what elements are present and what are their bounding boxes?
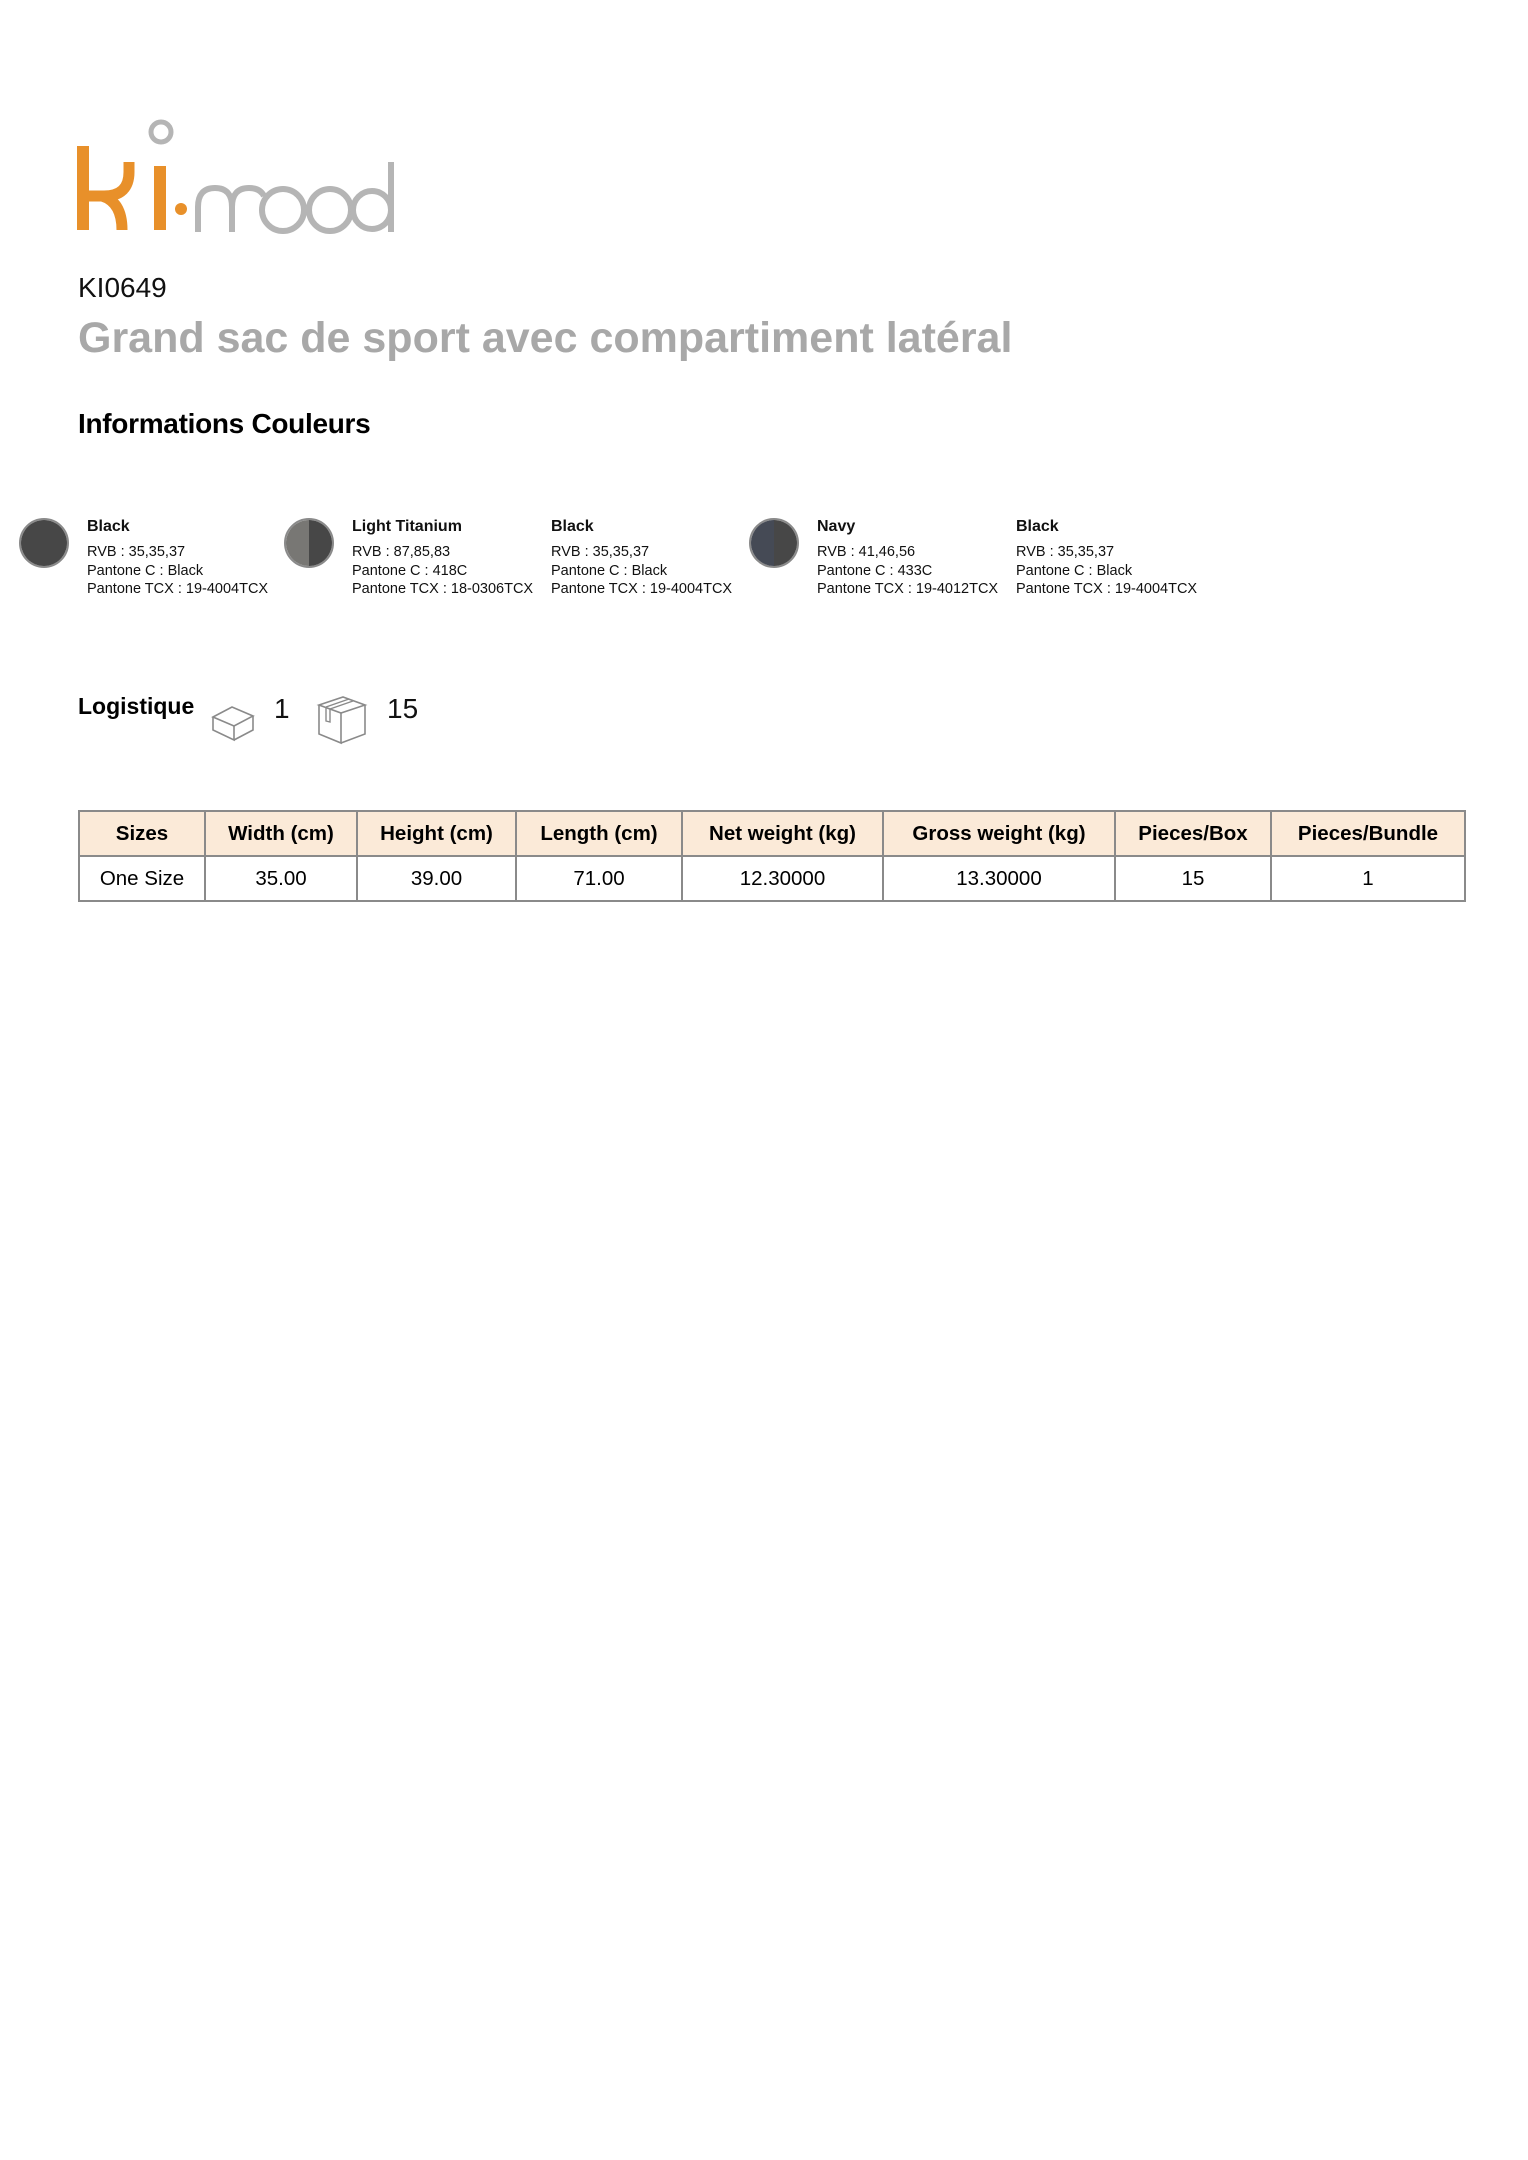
swatch-half [774, 520, 797, 566]
logo-m-2 [232, 188, 264, 207]
logo-k-stem [77, 146, 89, 230]
product-spec-table [78, 810, 1466, 902]
cell-size: One Size [79, 856, 205, 901]
logo-d-stem [388, 162, 394, 232]
header-sizes: Sizes [79, 811, 205, 856]
color-info-light-titanium [352, 518, 533, 599]
header-width: Width (cm) [205, 811, 357, 856]
product-reference: KI0649 [78, 272, 167, 303]
color-name: Light Titanium [352, 518, 462, 535]
logo-k-leg [102, 196, 122, 230]
swatch-half [21, 520, 67, 566]
cell-net-weight: 12.30000 [682, 856, 883, 901]
color-pantone-tcx: Pantone TCX : 19-4012TCX [817, 581, 999, 597]
color-swatch-navy-black [749, 518, 799, 568]
color-pantone-c: Pantone C : Black [87, 562, 204, 579]
color-pantone-c: Pantone C : Black [1016, 562, 1133, 579]
color-info-black [87, 518, 268, 599]
colors-section-heading: Informations Couleurs [78, 408, 371, 439]
table-row [79, 856, 1465, 901]
swatch-half [309, 520, 332, 566]
color-name: Black [87, 518, 130, 535]
cell-pieces-bundle: 1 [1271, 856, 1465, 901]
color-name: Black [551, 518, 594, 535]
header-pieces-box: Pieces/Box [1115, 811, 1271, 856]
header-net-weight: Net weight (kg) [682, 811, 883, 856]
carton-count: 15 [387, 693, 419, 724]
logo-d-bowl [353, 191, 391, 229]
header-pieces-bundle: Pieces/Bundle [1271, 811, 1465, 856]
logistics-label: Logistique [78, 693, 195, 719]
color-swatch-light-titanium-black [284, 518, 334, 568]
color-name: Black [1016, 518, 1059, 535]
kimood-logo [74, 112, 404, 240]
logo-i-dot [151, 122, 171, 142]
bundle-box-icon [210, 703, 256, 748]
logo-k-arm [83, 162, 129, 196]
color-name: Navy [817, 518, 856, 535]
cell-length: 71.00 [516, 856, 682, 901]
color-rvb: RVB : 41,46,56 [817, 544, 916, 560]
header-length: Length (cm) [516, 811, 682, 856]
cell-pieces-box: 15 [1115, 856, 1271, 901]
header-gross-weight: Gross weight (kg) [883, 811, 1115, 856]
logo-i-stem [154, 166, 166, 230]
table-header-row [79, 811, 1465, 856]
swatch-half [751, 520, 774, 566]
color-pantone-tcx: Pantone TCX : 19-4004TCX [87, 581, 269, 597]
swatch-half [286, 520, 309, 566]
color-info-navy [817, 518, 998, 599]
color-pantone-tcx: Pantone TCX : 18-0306TCX [352, 581, 534, 597]
color-pantone-c: Pantone C : Black [551, 562, 668, 579]
kimood-logo-icon [74, 112, 404, 240]
cell-width: 35.00 [205, 856, 357, 901]
color-pantone-c: Pantone C : 418C [352, 562, 468, 579]
logo-o-2 [309, 189, 351, 231]
color-rvb: RVB : 87,85,83 [352, 544, 451, 560]
product-title: Grand sac de sport avec compartiment latéral [78, 314, 1013, 362]
bundle-count: 1 [274, 693, 290, 724]
color-rvb: RVB : 35,35,37 [1016, 544, 1115, 560]
color-pantone-tcx: Pantone TCX : 19-4004TCX [1016, 581, 1198, 597]
cell-height: 39.00 [357, 856, 516, 901]
color-swatch-black [19, 518, 69, 568]
color-pantone-tcx: Pantone TCX : 19-4004TCX [551, 581, 733, 597]
carton-box-icon [316, 694, 368, 751]
logo-separator-dot [175, 203, 187, 215]
cell-gross-weight: 13.30000 [883, 856, 1115, 901]
logo-m-1 [198, 188, 232, 232]
color-pantone-c: Pantone C : 433C [817, 562, 933, 579]
color-rvb: RVB : 35,35,37 [551, 544, 650, 560]
color-rvb: RVB : 35,35,37 [87, 544, 186, 560]
color-info-black [1016, 518, 1197, 599]
color-info-black [551, 518, 732, 599]
header-height: Height (cm) [357, 811, 516, 856]
logo-o-1 [262, 189, 304, 231]
